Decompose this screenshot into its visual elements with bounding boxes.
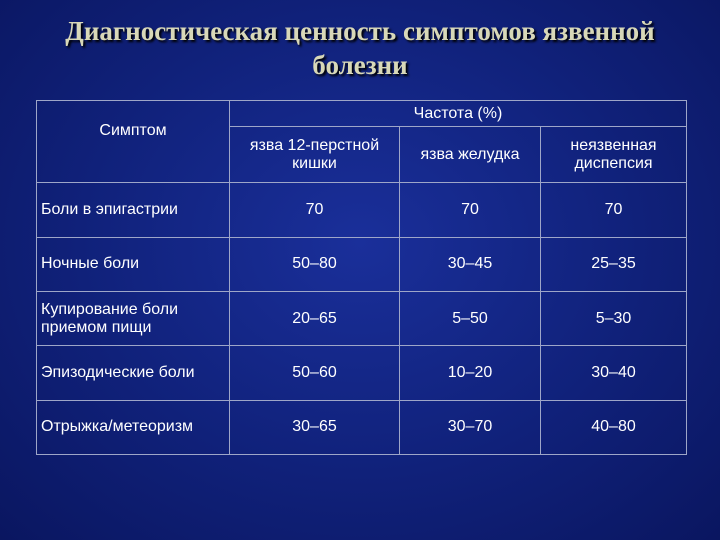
value-cell: 5–30 [541, 292, 687, 346]
symptom-cell: Боли в эпигастрии [37, 183, 230, 237]
table-row [37, 183, 687, 237]
symptom-cell: Эпизодические боли [37, 346, 230, 400]
symptom-cell: Отрыжка/метеоризм [37, 400, 230, 454]
value-cell: 30–40 [541, 346, 687, 400]
slide-title [0, 14, 720, 82]
value-cell: 30–70 [400, 400, 541, 454]
symptom-cell: Купирование боли приемом пищи [37, 292, 230, 346]
value-cell: 70 [230, 183, 400, 237]
value-cell: 40–80 [541, 400, 687, 454]
symptom-cell: Ночные боли [37, 237, 230, 291]
symptom-header: Симптом [37, 101, 230, 183]
table-row [37, 292, 687, 346]
value-cell: 10–20 [400, 346, 541, 400]
table-row [37, 237, 687, 291]
slide-title-line-1: Диагностическая ценность симптомов язвенной [65, 16, 655, 46]
value-cell: 70 [400, 183, 541, 237]
symptom-frequency-table [36, 100, 687, 455]
header-row-1 [37, 101, 687, 127]
value-cell: 30–45 [400, 237, 541, 291]
value-cell: 50–80 [230, 237, 400, 291]
value-cell: 5–50 [400, 292, 541, 346]
value-cell: 25–35 [541, 237, 687, 291]
value-cell: 20–65 [230, 292, 400, 346]
value-cell: 50–60 [230, 346, 400, 400]
value-cell: 70 [541, 183, 687, 237]
slide-title-line-2: болезни [312, 50, 408, 80]
column-header-gastric-ulcer: язва желудка [400, 127, 541, 183]
column-header-duodenal-ulcer: язва 12-перстной кишки [230, 127, 400, 183]
frequency-header: Частота (%) [230, 101, 687, 127]
column-header-non-ulcer-dyspepsia: неязвенная диспепсия [541, 127, 687, 183]
table-row [37, 346, 687, 400]
value-cell: 30–65 [230, 400, 400, 454]
table-row [37, 400, 687, 454]
